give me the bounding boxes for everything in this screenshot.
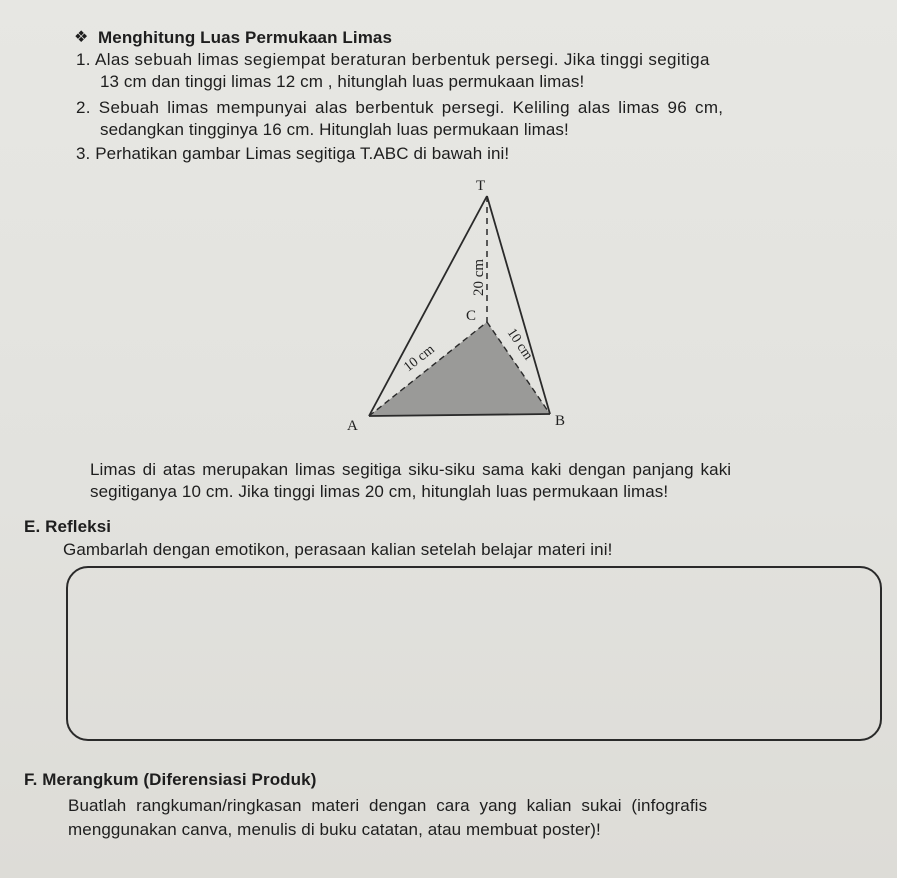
emoticon-drawing-box <box>66 566 882 741</box>
vertex-label-t: T <box>476 178 486 194</box>
edge-cb-label: 10 cm <box>503 325 536 363</box>
section-heading: Menghitung Luas Permukaan Limas <box>98 28 393 47</box>
question-2-line-2: sedangkan tingginya 16 cm. Hitunglah luas permukaan limas! <box>100 120 569 139</box>
figure-text-line-2: segitiganya 10 cm. Jika tinggi limas 20 cm, hitunglah luas permukaan limas! <box>90 482 669 501</box>
bullet-icon: ❖ <box>74 29 89 46</box>
edge-ac-label: 10 cm <box>401 342 438 376</box>
section-e-heading: E. Refleksi <box>24 517 112 536</box>
vertex-label-c: C <box>466 308 477 324</box>
section-f-line-2: menggunakan canva, menulis di buku catatan, atau membuat poster)! <box>68 820 601 839</box>
section-f-line-1: Buatlah rangkuman/ringkasan materi dengan cara yang kalian sukai (infografis <box>68 796 708 815</box>
question-2-line-1: 2. Sebuah limas mempunyai alas berbentuk persegi. Keliling alas limas 96 cm, <box>76 98 724 117</box>
height-label: 20 cm <box>471 258 487 296</box>
figure-text-line-1: Limas di atas merupakan limas segitiga siku-siku sama kaki dengan panjang kaki <box>90 460 732 479</box>
vertex-label-b: B <box>555 413 566 429</box>
section-e-instruction: Gambarlah dengan emotikon, perasaan kalian setelah belajar materi ini! <box>63 540 613 559</box>
vertex-label-a: A <box>347 418 358 434</box>
question-1-line-2: 13 cm dan tinggi limas 12 cm , hitunglah luas permukaan limas! <box>100 72 585 91</box>
question-3-line-1: 3. Perhatikan gambar Limas segitiga T.ABC di bawah ini! <box>76 144 510 163</box>
question-1-line-1: 1. Alas sebuah limas segiempat beraturan berbentuk persegi. Jika tinggi segitiga <box>76 50 710 69</box>
section-f-heading: F. Merangkum (Diferensiasi Produk) <box>24 770 317 789</box>
